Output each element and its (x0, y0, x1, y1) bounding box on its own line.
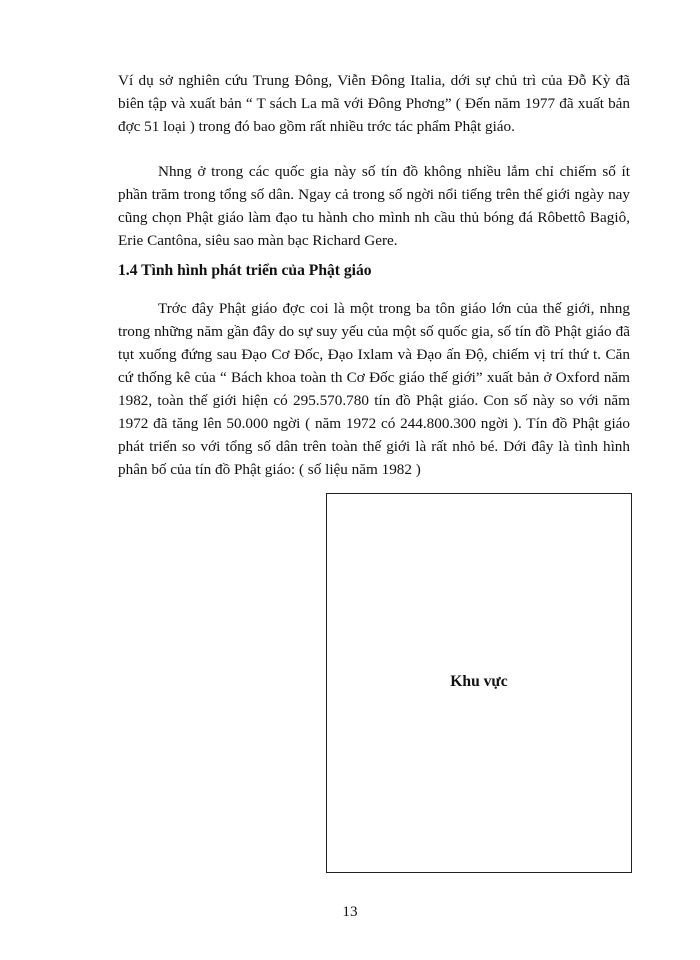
region-table-box (326, 493, 632, 873)
paragraph-development-status: Trớc đây Phật giáo đợc coi là một trong ba tôn giáo lớn của thế giới, nhng trong những năm gần đây do sự suy yếu của một số quốc gia, số tín đồ Phật giáo đã tụt xuống đứng sau Đạo Cơ Đốc, Đạo Ixlam và Đạo ấn Độ, chiếm vị trí thứ t. Căn cứ thống kê của “ Bách khoa toàn th Cơ Đốc giáo thế giới” xuất bản ở Oxford năm 1982, toàn thế giới hiện có 295.570.780 tín đồ Phật giáo. Con số này so với năm 1972 đã tăng lên 50.000 ngời ( năm 1972 có 244.800.300 ngời ). Tín đồ Phật giáo phát triển so với tổng số dân trên toàn thế giới là rất nhỏ bé. Dới đây là tình hình phân bố của tín đồ Phật giáo: ( số liệu năm 1982 ) (118, 300, 630, 478)
section-heading: 1.4 Tình hình phát triển của Phật giáo (118, 262, 372, 279)
paragraph-famous-followers: Nhng ở trong các quốc gia này số tín đồ không nhiều lắm chỉ chiếm số ít phần trăm trong tổng số dân. Ngay cả trong số ngời nổi tiếng trên thế giới ngày nay cũng chọn Phật giáo làm đạo tu hành cho mình nh cầu thủ bóng đá Rôbettô Bagiô, Erie Cantôna, siêu sao màn bạc Richard Gere. (118, 163, 630, 249)
page-number: 13 (342, 903, 358, 920)
paragraph-research-institutes: Ví dụ sở nghiên cứu Trung Đông, Viễn Đông Italia, dới sự chủ trì của Đỗ Kỳ đã biên tập và xuất bản “ T sách La mã với Đông Phơng” ( Đến năm 1977 đã xuất bản đợc 51 loại ) trong đó bao gồm rất nhiều trớc tác phẩm Phật giáo. (118, 72, 630, 135)
region-column-header: Khu vực (450, 673, 508, 690)
